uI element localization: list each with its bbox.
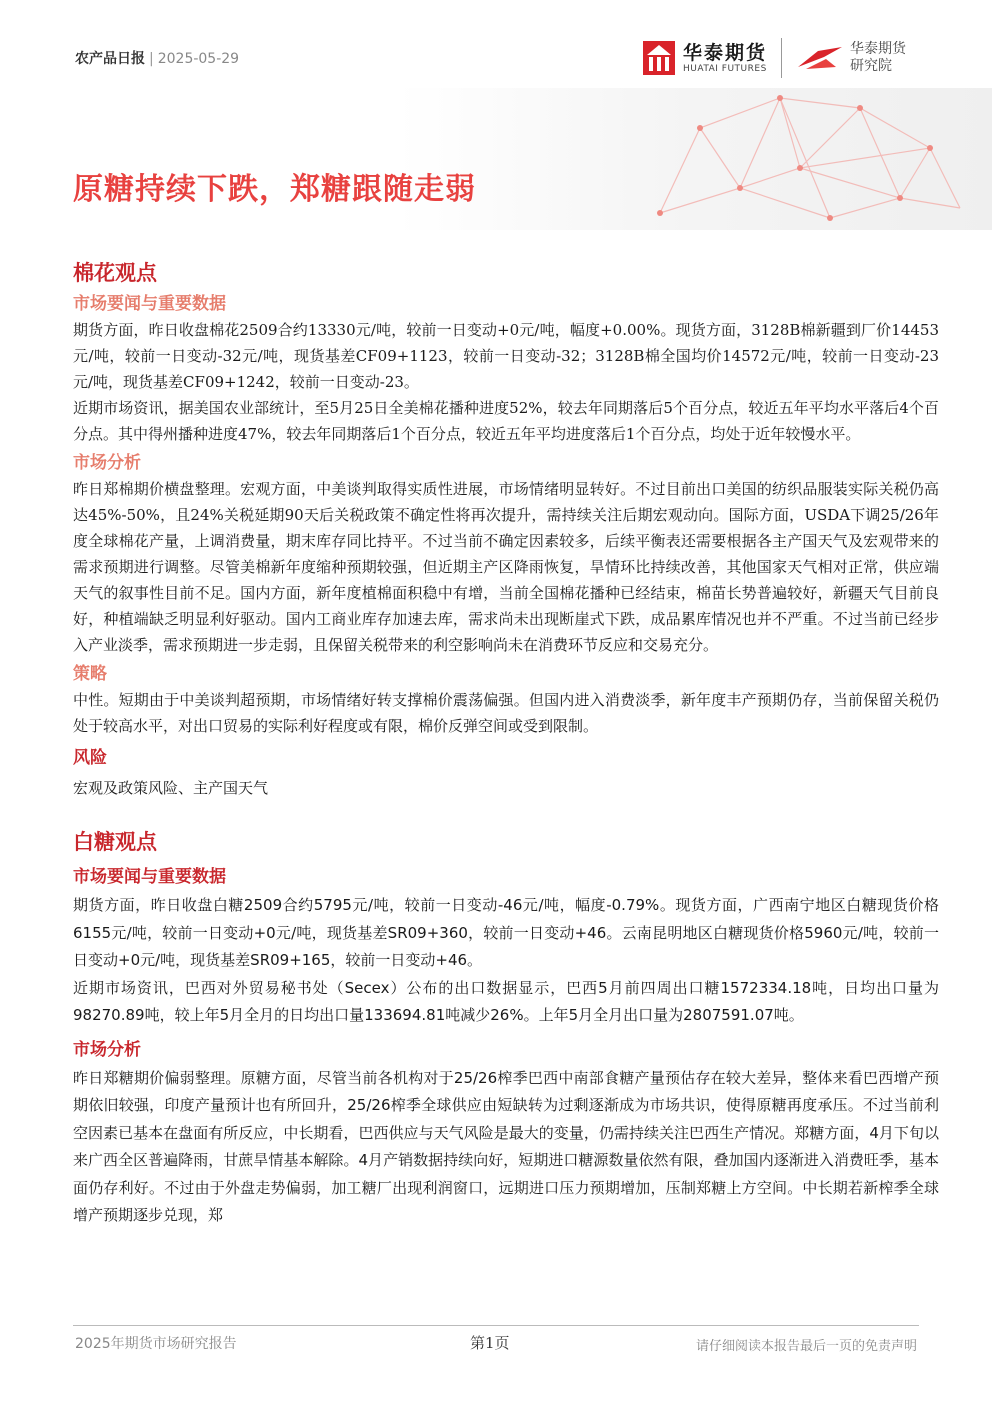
cotton-news-paragraph-2: 近期市场资讯，据美国农业部统计，至5月25日全美棉花播种进度52%，较去年同期落后5个百分点，较近五年平均水平落后4个百分点。其中得州播种进度47%，较去年同期落后1个百分点，较近五年平均进度落后1个百分点，均处于近年较慢水平。 — [73, 399, 939, 443]
header-banner — [0, 88, 992, 230]
sugar-heading: 白糖观点 — [73, 830, 157, 854]
huatai-logo-icon — [643, 41, 675, 75]
cotton-strategy-paragraph: 中性。短期由于中美谈判超预期，市场情绪好转支撑棉价震荡偏强。但国内进入消费淡季，新年度丰产预期仍存，当前保留关税仍处于较高水平，对出口贸易的实际利好程度或有限，棉价反弹空间或受到限制。 — [73, 691, 939, 735]
cotton-analysis-heading: 市场分析 — [73, 453, 141, 473]
cotton-section — [73, 258, 939, 801]
sugar-news-heading: 市场要闻与重要数据 — [73, 867, 226, 887]
cotton-heading: 棉花观点 — [73, 261, 157, 285]
footer-page-number: 第1页 — [470, 1334, 510, 1352]
institute-line-1: 华泰期货 — [850, 41, 907, 57]
report-content — [73, 258, 939, 1230]
sugar-news-paragraph-1: 期货方面，昨日收盘白糖2509合约5795元/吨，较前一日变动-46元/吨，幅度-0.79%。现货方面，广西南宁地区白糖现货价格6155元/吨，较前一日变动+0元/吨，现货基差SR09+360，较前一日变动+46。云南昆明地区白糖现货价格5960元/吨，较前一日变动+0元/吨，现货基差SR09+165，较前一日变动+46。 — [73, 896, 939, 969]
cotton-news-heading: 市场要闻与重要数据 — [73, 294, 226, 314]
network-graphic — [0, 88, 992, 230]
report-header: 农产品日报 | 2025-05-29 — [75, 51, 240, 67]
footer-divider — [73, 1325, 919, 1326]
cotton-strategy-heading: 策略 — [73, 664, 107, 684]
report-date: 2025-05-29 — [157, 51, 240, 67]
brand-name-cn: 华泰期货 — [683, 42, 768, 64]
cotton-analysis-paragraph: 昨日郑棉期价横盘整理。宏观方面，中美谈判取得实质性进展，市场情绪明显转好。不过目前出口美国的纺织品服装实际关税仍高达45%-50%，且24%关税延期90天后关税政策不确定性将再次提升，需持续关注后期宏观动向。国际方面，USDA下调25/26年度全球棉花产量，上调消费量，期末库存同比持平。不过当前不确定因素较多，后续平衡表还需要根据各主产国天气及宏观带来的需求预期进行调整。尽管美棉新年度缩种预期较强，但近期主产区降雨恢复，旱情环比持续改善，其他国家天气相对正常，供应端天气的叙事性目前不足。国内方面，新年度植棉面积稳中有增，当前全国棉花播种已经结束，棉苗长势普遍较好，新疆天气目前良好，种植端缺乏明显利好驱动。国内工商业库存加速去库，需求尚未出现断崖式下跌，成品累库情况也并不严重。不过当前已经步入产业淡季，需求预期进一步走弱，且保留关税带来的利空影响尚未在消费环节反应和交易充分。 — [73, 480, 939, 654]
cotton-risk-paragraph: 宏观及政策风险、主产国天气 — [73, 779, 269, 797]
report-title: 原糖持续下跌，郑糖跟随走弱 — [73, 172, 476, 207]
logo-divider — [781, 38, 782, 78]
brand-logo — [643, 38, 906, 78]
brand-name-en: HUATAI FUTURES — [683, 64, 767, 74]
cotton-news-paragraph-1: 期货方面，昨日收盘棉花2509合约13330元/吨，较前一日变动+0元/吨，幅度+0.00%。现货方面，3128B棉新疆到厂价14453元/吨，较前一日变动-32元/吨，现货基差CF09+1123，较前一日变动-32；3128B棉全国均价14572元/吨，较前一日变动-23元/吨，现货基差CF09+1242，较前一日变动-23。 — [73, 321, 939, 391]
sugar-section — [73, 827, 939, 1230]
footer-report-name: 2025年期货市场研究报告 — [75, 1336, 237, 1352]
footer-disclaimer: 请仔细阅读本报告最后一页的免责声明 — [695, 1339, 917, 1354]
sugar-analysis-paragraph: 昨日郑糖期价偏弱整理。原糖方面，尽管当前各机构对于25/26榨季巴西中南部食糖产量预估存在较大差异，整体来看巴西增产预期依旧较强，印度产量预计也有所回升，25/26榨季全球供应由短缺转为过剩逐渐成为市场共识，使得原糖再度承压。不过当前利空因素已基本在盘面有所反应，中长期看，巴西供应与天气风险是最大的变量，仍需持续关注巴西生产情况。郑糖方面，4月下旬以来广西全区普遍降雨，甘蔗旱情基本解除。4月产销数据持续向好，短期进口糖源数量依然有限，叠加国内逐渐进入消费旺季，基本面仍存利好。不过由于外盘走势偏弱，加工糖厂出现利润窗口，远期进口压力预期增加，压制郑糖上方空间。中长期若新榨季全球增产预期逐步兑现，郑 — [73, 1068, 939, 1224]
cotton-risk-heading: 风险 — [73, 748, 107, 768]
institute-line-2: 研究院 — [850, 58, 893, 74]
report-type: 农产品日报 — [75, 51, 145, 67]
research-institute-icon — [796, 45, 844, 71]
sugar-news-paragraph-2: 近期市场资讯，巴西对外贸易秘书处（Secex）公布的出口数据显示，巴西5月前四周出口糖1572334.18吨，日均出口量为98270.89吨，较上年5月全月的日均出口量133694.81吨减少26%。上年5月全月出口量为2807591.07吨。 — [73, 978, 939, 1024]
sugar-analysis-heading: 市场分析 — [73, 1039, 141, 1060]
